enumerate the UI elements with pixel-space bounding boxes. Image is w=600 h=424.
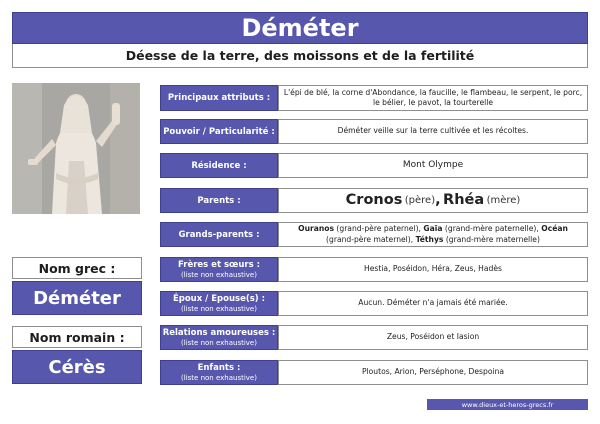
value-residence: Mont Olympe	[278, 153, 588, 178]
page-subtitle: Déesse de la terre, des moissons et de la fertilité	[12, 44, 588, 68]
value-siblings: Hestia, Poséidon, Héra, Zeus, Hadès	[278, 257, 588, 282]
value-children: Ploutos, Arion, Perséphone, Despoina	[278, 360, 588, 385]
website-link[interactable]: www.dieux-et-heros-grecs.fr	[427, 399, 588, 410]
page-title: Déméter	[12, 12, 588, 44]
label-power: Pouvoir / Particularité :	[160, 119, 278, 144]
statue-image	[12, 83, 140, 214]
label-residence: Résidence :	[160, 153, 278, 178]
parent-father: Cronos	[345, 191, 403, 208]
label-siblings: Frères et sœurs : (liste non exhaustive)	[160, 257, 278, 282]
label-spouses: Époux / Epouse(s) : (liste non exhaustive)	[160, 291, 278, 316]
value-parents: Cronos (père) , Rhéa (mère)	[278, 188, 588, 213]
label-parents: Parents :	[160, 188, 278, 213]
value-attributes: L'épi de blé, la corne d'Abondance, la faucille, le flambeau, le serpent, le porc, le bélier, le pavot, la tourterelle	[278, 85, 588, 111]
roman-name-value: Cérès	[12, 350, 142, 384]
greek-name-value: Déméter	[12, 281, 142, 315]
roman-name-label: Nom romain :	[12, 326, 142, 348]
value-power: Déméter veille sur la terre cultivée et les récoltes.	[278, 119, 588, 144]
value-relationships: Zeus, Poséidon et Iasion	[278, 325, 588, 350]
value-spouses: Aucun. Déméter n'a jamais été mariée.	[278, 291, 588, 316]
label-grandparents: Grands-parents :	[160, 222, 278, 247]
label-attributes: Principaux attributs :	[160, 85, 278, 111]
label-children: Enfants : (liste non exhaustive)	[160, 360, 278, 385]
greek-name-label: Nom grec :	[12, 257, 142, 279]
label-relationships: Relations amoureuses : (liste non exhaustive)	[160, 325, 278, 350]
demeter-statue-illustration	[12, 83, 140, 214]
value-grandparents: Ouranos (grand-père paternel), Gaïa (grand-mère paternelle), Océan (grand-père maternel), Téthys (grand-mère maternelle)	[278, 222, 588, 247]
parent-mother: Rhéa	[443, 191, 485, 208]
